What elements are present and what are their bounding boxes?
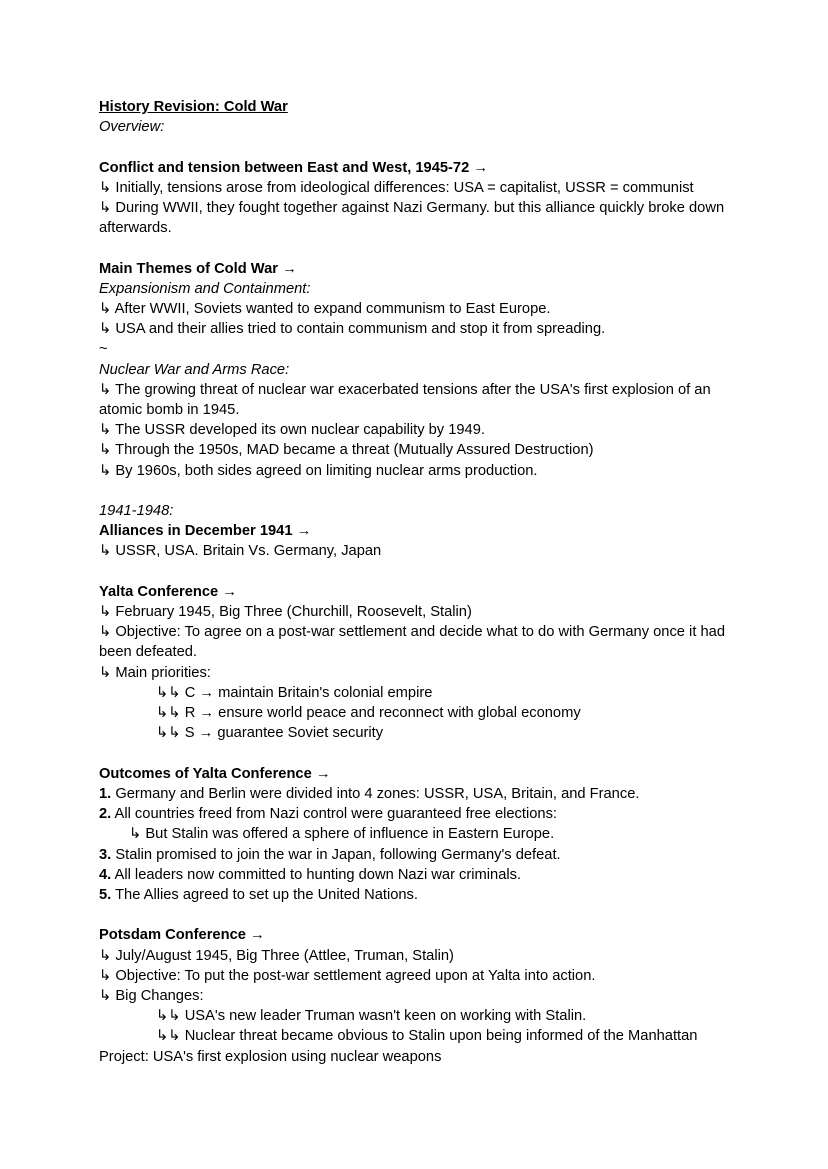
text-line: ↳ Objective: To put the post-war settlement agreed upon at Yalta into action. [99, 967, 596, 984]
text-line: ↳ Big Changes: [99, 987, 204, 1004]
text-line: ↳↳ S → guarantee Soviet security [156, 725, 384, 742]
subheading-line: Nuclear War and Arms Race: [99, 361, 290, 378]
text-line: ↳↳ R → ensure world peace and reconnect with global economy [156, 705, 581, 722]
item-text: All leaders now committed to hunting down Nazi war criminals. [114, 866, 522, 883]
blank-line [99, 905, 730, 925]
numbered-item [99, 804, 730, 824]
text-line: ↳↳ USA's new leader Truman wasn't keen on working with Stalin. [156, 1008, 587, 1025]
doc-title: History Revision: Cold War [99, 99, 288, 115]
text-line: ↳ Initially, tensions arose from ideological differences: USA = capitalist, USSR = communist [99, 179, 694, 196]
text-line: ↳ Main priorities: [99, 664, 211, 681]
text-line: ↳ During WWII, they fought together against Nazi Germany. but this alliance quickly broke down afterwards. [99, 200, 729, 237]
text-line: ↳ After WWII, Soviets wanted to expand communism to East Europe. [99, 301, 551, 318]
numbered-item [99, 784, 730, 804]
item-number: 3. [99, 846, 112, 863]
text-line: ~ [99, 341, 108, 358]
numbered-item [99, 845, 730, 865]
section-heading: Potsdam Conference → [99, 927, 265, 944]
text-line: ↳ The USSR developed its own nuclear capability by 1949. [99, 422, 485, 439]
section-heading: Yalta Conference → [99, 583, 237, 600]
text-line: ↳ Objective: To agree on a post-war settlement and decide what to do with Germany once it had been defeated. [99, 624, 730, 661]
text-line: ↳ But Stalin was offered a sphere of influence in Eastern Europe. [129, 826, 555, 843]
text-line: ↳↳ Nuclear threat became obvious to Stalin upon being informed of the Manhattan Project: USA's first explosion using nuclear weapons [99, 1028, 702, 1065]
section-heading: Alliances in December 1941 → [99, 523, 312, 540]
subheading-line: 1941-1948: [99, 503, 174, 520]
blank-line [99, 238, 730, 258]
item-number: 5. [99, 886, 112, 903]
item-number: 2. [99, 806, 112, 823]
numbered-item [99, 885, 730, 905]
item-text: Germany and Berlin were divided into 4 zones: USSR, USA, Britain, and France. [115, 785, 640, 802]
section-heading: Conflict and tension between East and West, 1945-72 → [99, 159, 489, 176]
item-text: Stalin promised to join the war in Japan, following Germany's defeat. [115, 846, 561, 863]
section-heading: Outcomes of Yalta Conference → [99, 765, 331, 782]
blank-line [99, 744, 730, 764]
item-text: All countries freed from Nazi control were guaranteed free elections: [114, 806, 558, 823]
text-line: ↳ February 1945, Big Three (Churchill, Roosevelt, Stalin) [99, 604, 472, 621]
text-line: ↳ July/August 1945, Big Three (Attlee, Truman, Stalin) [99, 947, 454, 964]
subheading-line: Overview: [99, 119, 165, 136]
item-number: 1. [99, 785, 112, 802]
numbered-item [99, 865, 730, 885]
text-line: ↳↳ C → maintain Britain's colonial empire [156, 684, 433, 701]
blank-line [99, 137, 730, 157]
item-text: The Allies agreed to set up the United Nations. [115, 886, 418, 903]
section-heading: Main Themes of Cold War → [99, 260, 297, 277]
text-line: ↳ USA and their allies tried to contain communism and stop it from spreading. [99, 321, 606, 338]
item-number: 4. [99, 866, 112, 883]
subheading-line: Expansionism and Containment: [99, 280, 311, 297]
text-line: ↳ Through the 1950s, MAD became a threat (Mutually Assured Destruction) [99, 442, 594, 459]
text-line: ↳ By 1960s, both sides agreed on limiting nuclear arms production. [99, 462, 538, 479]
blank-line [99, 562, 730, 582]
blank-line [99, 481, 730, 501]
text-line: ↳ The growing threat of nuclear war exacerbated tensions after the USA's first explosion of an atomic bomb in 1945. [99, 381, 715, 419]
text-line: ↳ USSR, USA. Britain Vs. Germany, Japan [99, 543, 382, 560]
